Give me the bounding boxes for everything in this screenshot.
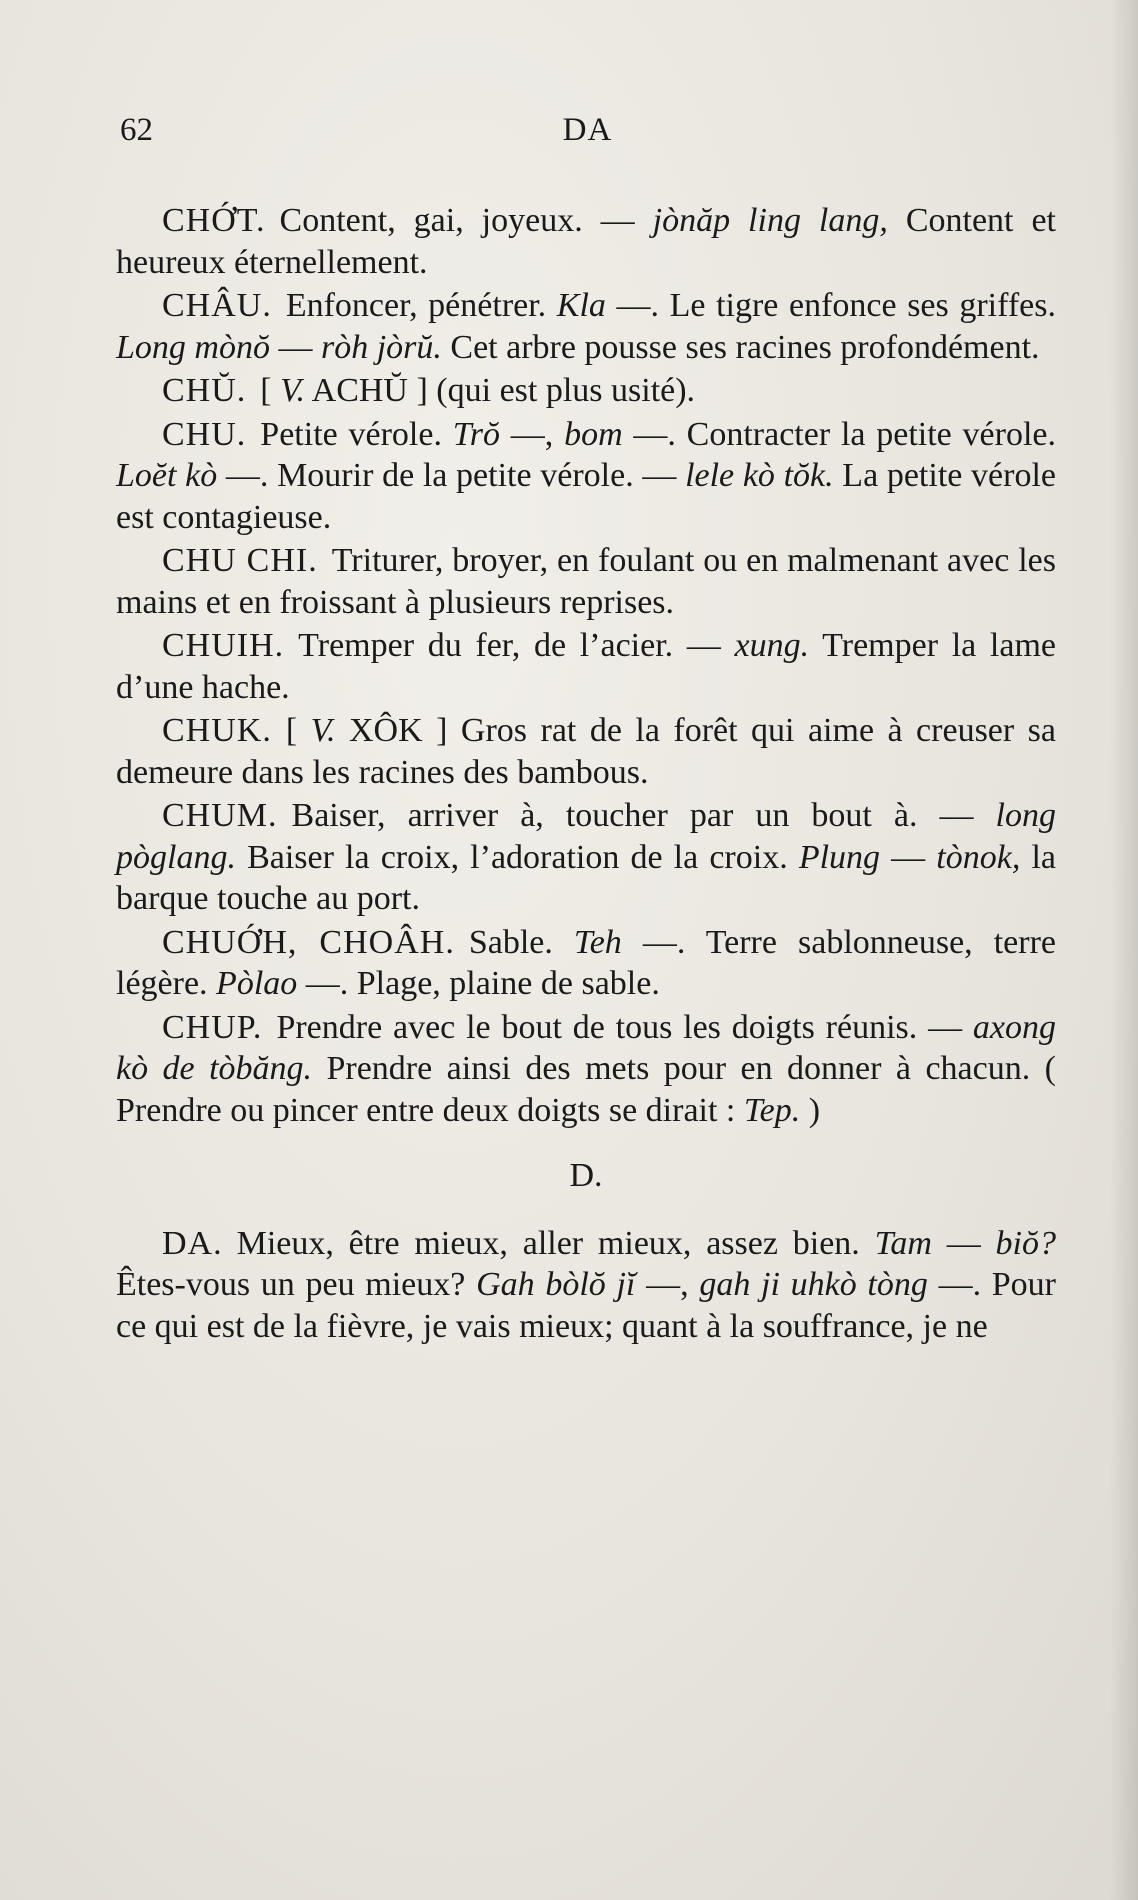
entry-definition-text: — [880,838,937,876]
entry-example-text: axong kò de tòbăng. [116,1008,1056,1087]
entry-example-text: V. [280,372,306,409]
entry-example-text: long pòglang. [116,797,1056,876]
entry-headword: CHUK. [162,712,272,749]
entry-definition-text: —. Mourir de la petite vérole. — [217,457,686,494]
entry-definition-text: Tremper la lame d’une hache. [116,627,1056,706]
entry-definition-text: Mieux, être mieux, aller mieux, assez bien. [236,1224,875,1262]
entry-headword: CHUM. [162,797,278,834]
entry-example-text: Teh [573,923,622,961]
entry-definition-text: Cet arbre pousse ses racines profondément. [441,328,1040,366]
entry-definition-text: XÔK ] Gros rat de la forêt qui aime à creuser sa demeure dans les racines des bambous. [116,712,1056,791]
entry-definition-text: Enfoncer, pénétrer. [285,287,557,324]
entry-definition-text: Content et heureux éternellement. [116,202,1056,281]
entry-headword: DA. [162,1224,223,1262]
entry-example-text: jònăp ling lang, [652,202,888,239]
entry-headword: CHUỚH, CHOÂH. [162,923,455,961]
dictionary-entry [116,710,1056,793]
entries-after-section [116,1223,1056,1348]
entry-definition-text: Prendre ainsi des mets pour en donner à chacun. ( Prendre ou pincer entre deux doigts se dirait : [116,1050,1056,1129]
entry-definition-text: Tremper du fer, de l’acier. — [298,627,735,664]
entry-example-text: V. [310,712,336,749]
section-letter: D. [569,1157,603,1194]
entry-definition-text: Prendre avec le bout de tous les doigts réunis. — [276,1008,973,1046]
dictionary-entry [116,922,1056,1005]
page-number: 62 [120,112,153,148]
entry-definition-text: Content, gai, joyeux. — [279,202,653,239]
entry-definition-text: ) [800,1091,821,1129]
entry-example-text: xung. [734,627,810,664]
entry-definition-text: [ [285,712,311,749]
entry-example-text: Plung [798,838,881,876]
entry-definition-text: Petite vérole. [260,415,453,453]
entry-definition-text: Baiser la croix, l’adoration de la croix. [235,838,799,876]
entry-definition-text: — [269,328,321,366]
entries-before-section [116,200,1056,1131]
entry-definition-text: —. Terre sablonneuse, terre légère. [116,923,1056,1002]
entry-definition-text: Baiser, arriver à, toucher par un bout à. — [291,797,996,834]
entry-definition-text: La petite vérole est contagieuse. [116,457,1056,536]
entry-example-text: Trŏ [452,415,500,453]
entry-example-text: ròh jòrŭ. [320,328,442,366]
entry-definition-text: —, [635,1266,700,1303]
entry-example-text: gah ji uhkò tòng [699,1266,928,1303]
entry-headword: CHUIH. [162,627,285,664]
page-body [116,200,1056,1349]
entry-definition-text: [ [260,372,281,409]
entry-example-text: biŏ? [995,1224,1056,1262]
entry-definition-text: —. Le tigre enfonce ses griffes. [605,287,1056,324]
entry-definition-text: Triturer, broyer, en foulant ou en malmenant avec les mains et en froissant à plusieurs reprises. [116,542,1056,621]
dictionary-entry [116,795,1056,920]
entry-example-text: Gah bòlŏ jĭ [476,1266,636,1303]
entry-headword: CHU CHI. [162,542,318,579]
entry-definition-text: la barque touche au port. [116,838,1057,917]
entry-definition-text: ACHŬ ] (qui est plus usité). [305,372,696,409]
entry-definition-text: Sable. [468,923,574,961]
dictionary-entry [116,1007,1056,1132]
running-head: DA [562,112,613,148]
entry-example-text: Pòlao [216,965,298,1002]
entry-definition-text: —, [500,415,565,453]
entry-headword: CHU. [162,415,247,453]
entry-definition-text: Êtes-vous un peu mieux? [116,1266,477,1303]
entry-example-text: Long mònŏ [116,328,270,366]
dictionary-entry [116,285,1056,368]
entry-example-text: bom [564,415,623,453]
entry-example-text: Tep. [743,1091,801,1129]
entry-example-text: lele kò tŏk. [685,457,834,494]
dictionary-entry [116,540,1056,623]
entry-example-text: Kla [556,287,606,324]
entry-definition-text: —. Pour ce qui est de la fièvre, je vais mieux; quant à la souffrance, je ne [116,1266,1056,1345]
dictionary-entry [116,1223,1056,1348]
dictionary-entry [116,625,1056,708]
dictionary-entry [116,414,1056,539]
page-header [120,112,1055,152]
entry-definition-text: —. Plage, plaine de sable. [297,965,660,1002]
entry-headword: CHÂU. [162,287,272,324]
entry-definition-text: —. Contracter la petite vérole. [622,415,1057,453]
dictionary-entry [116,200,1056,283]
dictionary-entry [116,370,1056,412]
entry-headword: CHUP. [162,1008,263,1046]
entry-example-text: Loĕt kò [116,457,218,494]
entry-headword: CHŬ. [162,372,247,409]
entry-definition-text: — [931,1224,996,1262]
entry-headword: CHỚT. [162,202,266,239]
entry-example-text: tònok, [936,838,1021,876]
entry-example-text: Tam [874,1224,932,1262]
